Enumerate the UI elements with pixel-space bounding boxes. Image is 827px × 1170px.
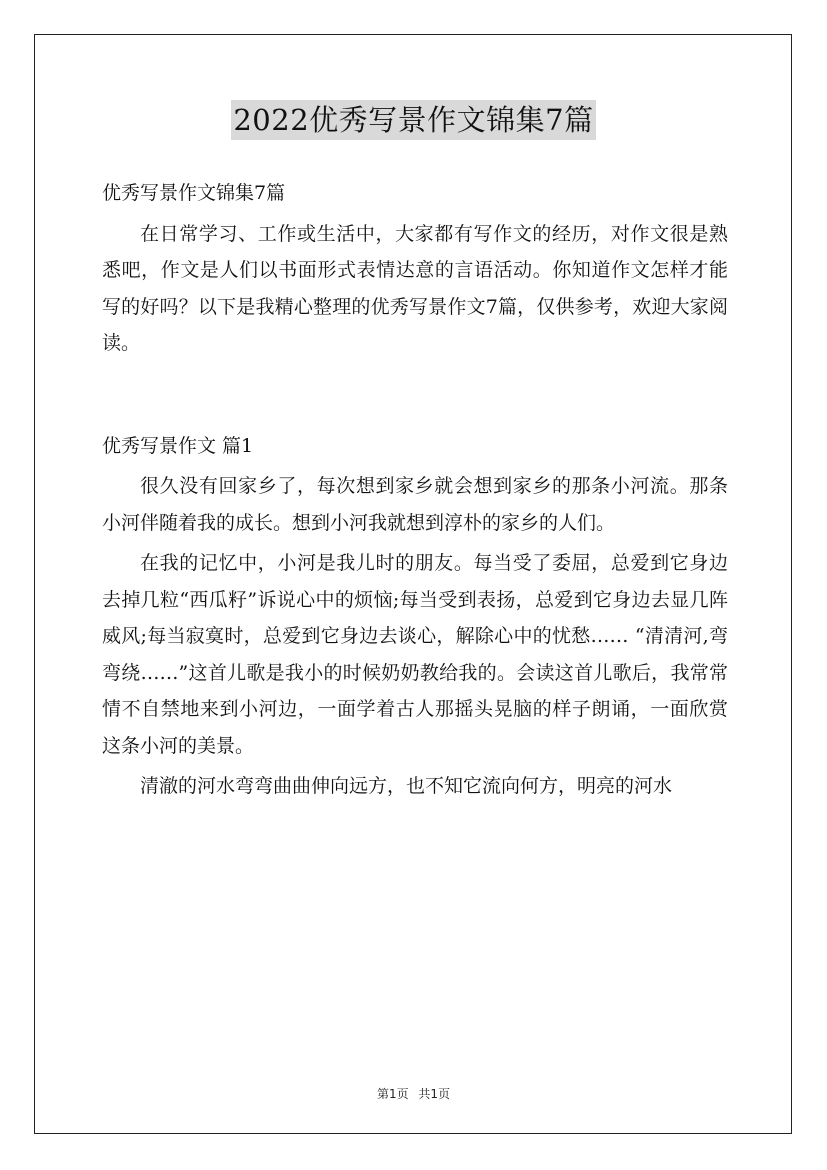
section-spacer	[102, 362, 728, 428]
body-paragraph-3: 清澈的河水弯弯曲曲伸向远方，也不知它流向何方，明亮的河水	[140, 775, 673, 797]
document-subtitle: 优秀写景作文锦集7篇	[102, 182, 286, 204]
section-heading: 优秀写景作文 篇1	[102, 434, 254, 457]
document-body	[102, 175, 728, 805]
intro-paragraph: 在日常学习、工作或生活中，大家都有写作文的经历，对作文很是熟悉吧，作文是人们以书面形式表情达意的言语活动。你知道作文怎样才能写的好吗？以下是我精心整理的优秀写景作文7篇，仅供参考，欢迎大家阅读。	[102, 222, 728, 354]
document-title: 2022优秀写景作文锦集7篇	[231, 100, 595, 140]
page-number-current: 第1页	[376, 1087, 409, 1101]
page-footer	[0, 1085, 827, 1102]
body-paragraph-2: 在我的记忆中，小河是我儿时的朋友。每当受了委屈，总爱到它身边去掉几粒“西瓜籽”诉说心中的烦恼;每当受到表扬，总爱到它身边去显几阵威风;每当寂寞时，总爱到它身边去谈心，解除心中的忧愁…… “清清河,弯弯绕……”这首儿歌是我小的时候奶奶教给我的。会读这首儿歌后，我常常情不自禁地来到小河边，一面学着古人那摇头晃脑的样子朗诵，一面欣赏这条小河的美景。	[102, 552, 728, 757]
page-number-total: 共1页	[418, 1087, 451, 1101]
title-container	[0, 100, 827, 140]
body-paragraph-1: 很久没有回家乡了，每次想到家乡就会想到家乡的那条小河流。那条小河伴随着我的成长。想到小河我就想到淳朴的家乡的人们。	[102, 475, 728, 534]
